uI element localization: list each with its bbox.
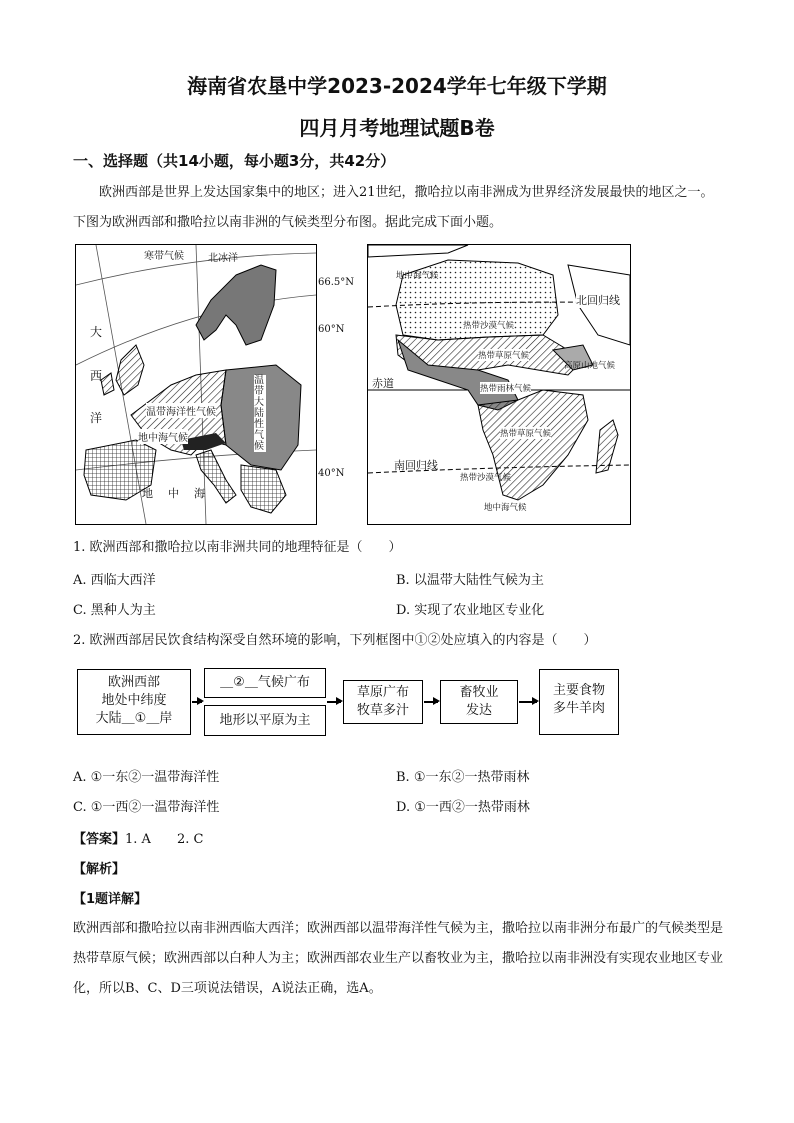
label-cold-climate: 寒带气候 [144,251,184,262]
label-af-med-south: 地中海气候 [484,503,527,513]
label-tropic-cancer: 北回归线 [576,294,620,307]
label-af-savanna-north: 热带草原气候 [478,351,530,361]
section-heading: 一、选择题（共14小题，每小题3分，共42分） [73,152,396,170]
label-atlantic-2: 西 [90,369,103,383]
label-lat-40: 40°N [318,468,345,479]
flow-box3-line2: 牧草多汁 [356,703,409,718]
question-1-stem: 1. 欧洲西部和撒哈拉以南非洲共同的地理特征是（ ） [73,540,402,555]
flow-box5-line1: 主要食物 [552,683,605,698]
europe-map-drawing [76,245,316,524]
flow-box-europe-location [77,669,191,735]
q2-option-d: D. ①一西②一热带雨林 [396,800,530,815]
flow-box-animal-husbandry [440,680,518,724]
q1-option-d: D. 实现了农业地区专业化 [396,603,545,618]
flow-arrow [424,701,438,703]
flow-box-main-food [539,669,619,735]
label-continental-climate: 温带大陆性气候 [254,375,264,452]
q1-option-a: A. 西临大西洋 [73,573,156,588]
flow-box3-line1: 草原广布 [356,685,409,700]
label-arctic-ocean: 北冰洋 [208,253,238,264]
label-af-desert-south: 热带沙漠气候 [460,473,512,483]
explanation-paragraph: 欧洲西部和撒哈拉以南非洲西临大西洋；欧洲西部以温带海洋性气候为主，撒哈拉以南非洲分布最广的气候类型是热带草原气候；欧洲西部以白种人为主；欧洲西部农业生产以畜牧业为主，撒哈拉以南非洲没有实现农业地区专业化，所以B、C、D三项说法错误，A说法正确，选A。 [73,921,724,996]
label-tropic-capricorn: 南回归线 [394,459,438,472]
analysis-label: 【解析】 [73,862,126,877]
flow-box-grassland [343,680,423,724]
q1-option-c: C. 黑种人为主 [73,603,156,618]
q1-option-b: B. 以温带大陆性气候为主 [396,573,544,588]
page-title: 海南省农垦中学2023-2024学年七年级下学期 [187,74,607,98]
flow-arrow [327,701,341,703]
label-maritime-climate: 温带海洋性气候 [146,403,216,418]
label-af-highland: 高原山地气候 [564,361,616,371]
intro-paragraph: 欧洲西部是世界上发达国家集中的地区；进入21世纪，撒哈拉以南非洲成为世界经济发展最快的地区之一。下图为欧洲西部和撒哈拉以南非洲的气候类型分布图。据此完成下面小题。 [73,185,714,230]
label-af-desert-north: 热带沙漠气候 [463,321,515,331]
q2-option-b: B. ①一东②一热带雨林 [396,770,530,785]
q2-option-a: A. ①一东②一温带海洋性 [73,770,220,785]
q2-option-c: C. ①一西②一温带海洋性 [73,800,220,815]
label-equator: 赤道 [372,377,394,390]
flow-box-climate: ＿②＿气候广布 [204,668,326,698]
flow-box5-line2: 多牛羊肉 [552,701,605,716]
europe-climate-map [75,244,317,525]
label-lat-66: 66.5°N [318,277,355,288]
label-lat-60: 60°N [318,324,345,335]
label-af-savanna-south: 热带草原气候 [500,429,552,439]
flow-box4-line1: 畜牧业 [459,685,499,700]
page-subtitle: 四月月考地理试题B卷 [299,116,495,140]
label-med-sea-1: 地 [142,487,153,500]
flow-arrow [192,701,202,703]
answer-text: 1. A 2. C [125,832,204,847]
africa-climate-map [367,244,631,525]
flow-box1-line3: 大陆＿①＿岸 [95,711,173,726]
flow-arrow [519,701,537,703]
label-af-rainforest: 热带雨林气候 [480,384,532,394]
label-mediterranean-climate: 地中海气候 [138,429,188,444]
label-med-sea-2: 中 [168,487,179,500]
label-af-med-north: 地中海气候 [396,271,439,281]
label-atlantic-1: 大 [90,325,103,339]
flow-box4-line2: 发达 [465,703,492,718]
flow-box-terrain: 地形以平原为主 [204,705,326,736]
savanna-south-region [478,390,588,500]
label-med-sea-3: 海 [194,487,205,500]
flow-box1-line1: 欧洲西部 [107,675,160,690]
answer-label: 【答案】 [73,832,126,847]
scandinavia-shape [196,265,276,345]
detail-label: 【1题详解】 [73,892,148,907]
label-atlantic-3: 洋 [90,411,103,425]
answer-line [73,828,203,847]
question-2-stem: 2. 欧洲西部居民饮食结构深受自然环境的影响，下列框图中①②处应填入的内容是（ ） [73,633,597,648]
flow-box1-line2: 地处中纬度 [101,693,167,708]
